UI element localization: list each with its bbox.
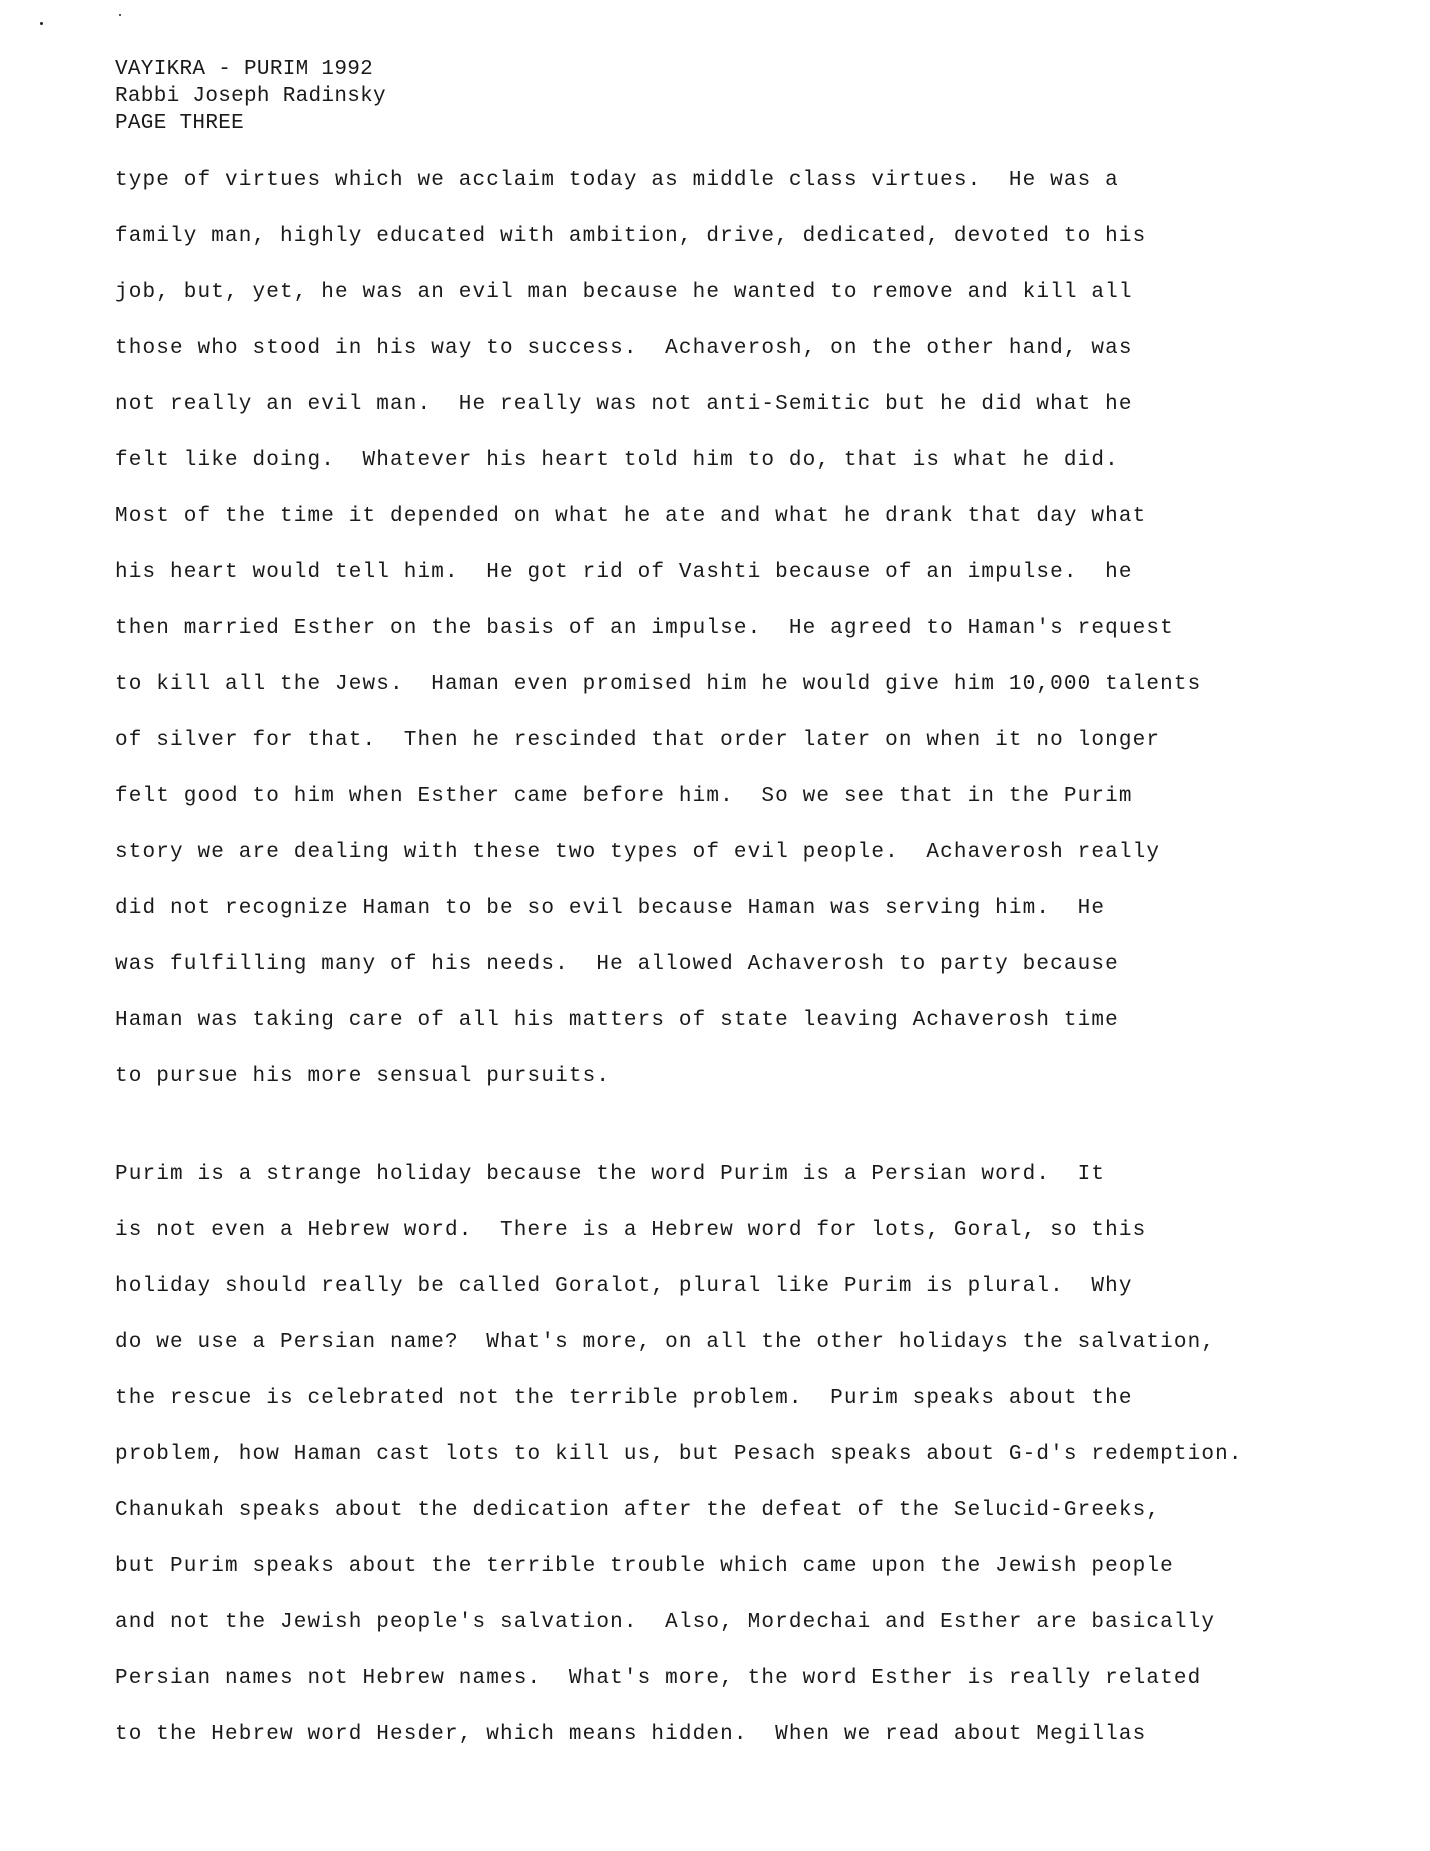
header-page-label: PAGE THREE — [115, 112, 245, 135]
text-line: Purim is a strange holiday because the word Purim is a Persian word. It — [115, 1163, 1106, 1186]
text-line: then married Esther on the basis of an impulse. He agreed to Haman's request — [115, 617, 1174, 640]
text-line: the rescue is celebrated not the terrible problem. Purim speaks about the — [115, 1387, 1133, 1410]
text-line: those who stood in his way to success. Achaverosh, on the other hand, was — [115, 337, 1133, 360]
paragraph-2 — [115, 1147, 1243, 1763]
text-line: story we are dealing with these two types of evil people. Achaverosh really — [115, 841, 1161, 864]
text-line: to the Hebrew word Hesder, which means hidden. When we read about Megillas — [115, 1723, 1147, 1746]
text-line: to kill all the Jews. Haman even promised him he would give him 10,000 talents — [115, 673, 1202, 696]
scan-speck — [40, 22, 43, 25]
text-line: did not recognize Haman to be so evil because Haman was serving him. He — [115, 897, 1106, 920]
text-line: not really an evil man. He really was not anti-Semitic but he did what he — [115, 393, 1133, 416]
text-line: was fulfilling many of his needs. He allowed Achaverosh to party because — [115, 953, 1119, 976]
text-line: but Purim speaks about the terrible trouble which came upon the Jewish people — [115, 1555, 1174, 1578]
text-line: Most of the time it depended on what he ate and what he drank that day what — [115, 505, 1147, 528]
text-line: felt good to him when Esther came before him. So we see that in the Purim — [115, 785, 1133, 808]
text-line: problem, how Haman cast lots to kill us, but Pesach speaks about G-d's redemption. — [115, 1443, 1243, 1466]
text-line: felt like doing. Whatever his heart told him to do, that is what he did. — [115, 449, 1119, 472]
text-line: to pursue his more sensual pursuits. — [115, 1065, 611, 1088]
paragraph-1 — [115, 153, 1201, 1105]
text-line: holiday should really be called Goralot, plural like Purim is plural. Why — [115, 1275, 1133, 1298]
text-line: his heart would tell him. He got rid of Vashti because of an impulse. he — [115, 561, 1133, 584]
text-line: of silver for that. Then he rescinded that order later on when it no longer — [115, 729, 1161, 752]
document-header — [115, 56, 386, 137]
text-line: do we use a Persian name? What's more, on all the other holidays the salvation, — [115, 1331, 1216, 1354]
text-line: type of virtues which we acclaim today as middle class virtues. He was a — [115, 169, 1119, 192]
text-line: family man, highly educated with ambition, drive, dedicated, devoted to his — [115, 225, 1147, 248]
text-line: is not even a Hebrew word. There is a Hebrew word for lots, Goral, so this — [115, 1219, 1147, 1242]
text-line: and not the Jewish people's salvation. Also, Mordechai and Esther are basically — [115, 1611, 1216, 1634]
scan-speck — [119, 14, 121, 16]
text-line: Chanukah speaks about the dedication after the defeat of the Selucid-Greeks, — [115, 1499, 1161, 1522]
text-line: job, but, yet, he was an evil man because he wanted to remove and kill all — [115, 281, 1133, 304]
text-line: Persian names not Hebrew names. What's more, the word Esther is really related — [115, 1667, 1202, 1690]
header-title: VAYIKRA - PURIM 1992 — [115, 58, 374, 81]
text-line: Haman was taking care of all his matters of state leaving Achaverosh time — [115, 1009, 1119, 1032]
header-author: Rabbi Joseph Radinsky — [115, 85, 386, 108]
